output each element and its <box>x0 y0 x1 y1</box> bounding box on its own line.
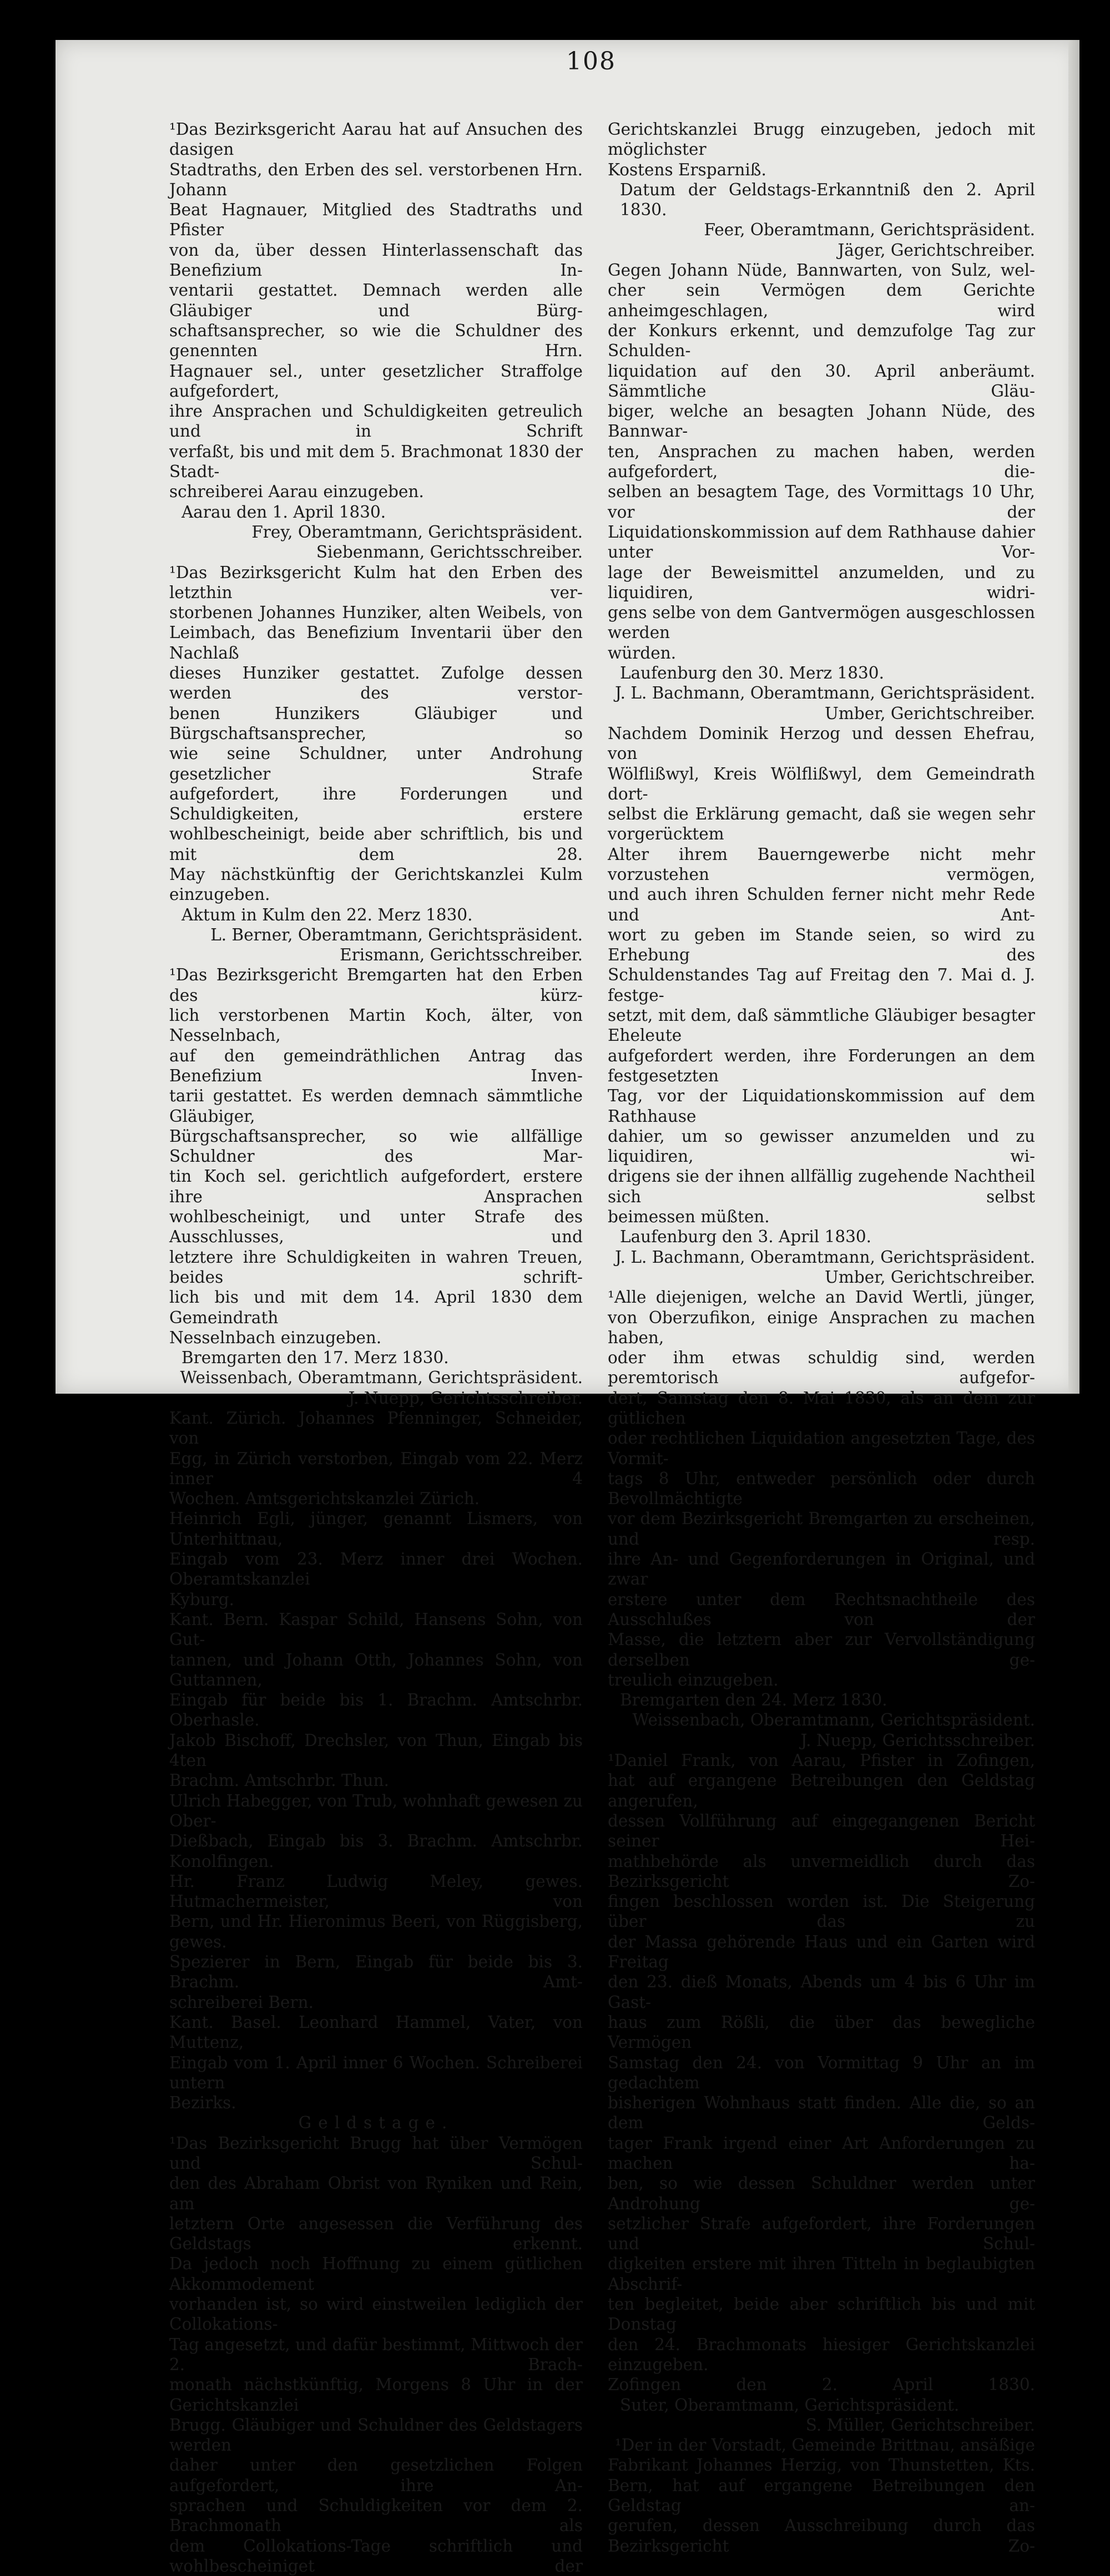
text-line: haus zum Rößli, die über das bewegliche Vermögen <box>608 2012 1035 2052</box>
text-line: hat auf ergangene Betreibungen den Geldstag angerufen, <box>608 1771 1035 1810</box>
text-line: Laufenburg den 30. Merz 1830. <box>620 664 884 683</box>
text-line: gerufen, dessen Ausschreibung durch das Bezirksgericht Zo- <box>608 2516 1035 2555</box>
text-line: schreiberei Aarau einzugeben. <box>169 482 424 502</box>
text-line: Egg, in Zürich verstorben, Eingab vom 22. Merz inner 4 <box>169 1449 583 1488</box>
text-line: Kant. Bern. Kaspar Schild, Hansens Sohn, von Gut- <box>169 1610 583 1649</box>
text-line: Eingab vom 23. Merz inner drei Wochen. Oberamtskanzlei <box>169 1550 583 1589</box>
text-line: Kant. Basel. Leonhard Hammel, Vater, von Muttenz, <box>169 2012 583 2052</box>
text-line: gens selbe von dem Gantvermögen ausgeschlossen werden <box>608 603 1035 642</box>
text-line: Ulrich Habegger, von Trub, wohnhaft gewesen zu Ober- <box>169 1791 583 1830</box>
text-line: Bezirks. <box>169 2093 236 2113</box>
text-line: ihre An- und Gegenforderungen in Original, und zwar <box>608 1550 1035 1589</box>
text-line: ten begleitet, beide aber schriftlich bis und mit Donstag <box>608 2295 1035 2334</box>
text-line: setzlicher Strafe aufgefordert, ihre Forderungen und Schul- <box>608 2214 1035 2254</box>
text-line: ihre Ansprachen und Schuldigkeiten getreulich und in Schrift <box>169 402 583 441</box>
text-line: Kant. Zürich. Johannes Pfenninger, Schneider, von <box>169 1409 583 1448</box>
text-line: Bürgschaftsansprecher, so wie allfällige Schuldner des Mar- <box>169 1126 583 1166</box>
text-line: Wochen. Amtsgerichtskanzlei Zürich. <box>169 1489 480 1509</box>
left-column <box>169 119 583 2576</box>
text-line: ¹Daniel Frank, von Aarau, Pfister in Zofingen, <box>608 1751 1035 1770</box>
text-line: Jakob Bischoff, Drechsler, von Thun, Eingab bis 4ten <box>169 1730 583 1770</box>
text-line: letztern Orte angesessen die Verführung des Geldstags erkennt. <box>169 2214 583 2254</box>
text-line: lich verstorbenen Martin Koch, älter, von Nesselnbach, <box>169 1006 583 1045</box>
text-line: ¹Der in der Vorstadt, Gemeinde Brittnau, ansäßige <box>614 2436 1035 2455</box>
text-line: Heinrich Egli, jünger, genannt Lismers, von Unterhittnau, <box>169 1509 583 1548</box>
text-line: erstere unter dem Rechtsnachtheile des Ausschlußes von der <box>608 1590 1035 1629</box>
text-line: Zofingen den 2. April 1830. <box>608 2375 1035 2395</box>
text-line: dieses Hunziker gestattet. Zufolge dessen werden des verstor- <box>169 664 583 703</box>
text-line: digkeiten erstere mit ihren Titteln in beglaubigten Abschrif- <box>608 2254 1035 2294</box>
text-line: J. Nuepp, Gerichtsschreiber. <box>800 1730 1035 1750</box>
text-line: Jäger, Gerichtschreiber. <box>837 240 1035 260</box>
text-line: wohlbescheinigt, beide aber schriftlich, bis und mit dem 28. <box>169 824 583 864</box>
text-line: bisherigen Wohnhaus statt finden. Alle die, so an dem Gelds- <box>608 2093 1035 2133</box>
text-line: Samstag den 24. von Vormittag 9 Uhr an im gedachtem <box>608 2053 1035 2092</box>
text-line: liquidation auf den 30. April anberäumt. Sämmtliche Gläu- <box>608 361 1035 401</box>
text-line: Geldstage. <box>298 2113 454 2133</box>
text-line: Weissenbach, Oberamtmann, Gerichtspräsident. <box>180 1368 583 1388</box>
text-line: beimessen müßten. <box>608 1207 770 1227</box>
text-line: storbenen Johannes Hunziker, alten Weibels, von <box>169 603 583 623</box>
text-line: Eingab für beide bis 1. Brachm. Amtschrbr. Oberhasle. <box>169 1691 583 1730</box>
right-column <box>608 119 1035 2556</box>
text-line: Dießbach, Eingab bis 3. Brachm. Amtschrbr. Konolfingen. <box>169 1831 583 1871</box>
text-line: tin Koch sel. gerichtlich aufgefordert, erstere ihre Ansprachen <box>169 1167 583 1206</box>
text-line: wort zu geben im Stande seien, so wird zu Erhebung des <box>608 925 1035 965</box>
text-line: tags 8 Uhr, entweder persönlich oder durch Bevollmächtigte <box>608 1469 1035 1509</box>
text-line: tager Frank irgend einer Art Anforderungen zu machen ha- <box>608 2133 1035 2173</box>
text-line: Umber, Gerichtschreiber. <box>825 704 1035 723</box>
text-line: sprachen und Schuldigkeiten vor dem 2. Brachmonath als <box>169 2496 583 2535</box>
text-line: selbst die Erklärung gemacht, daß sie wegen sehr vorgerücktem <box>608 804 1035 844</box>
text-line: monath nächstkünftig, Morgens 8 Uhr in der Gerichtskanzlei <box>169 2375 583 2415</box>
text-line: aufgefordert werden, ihre Forderungen an dem festgesetzten <box>608 1046 1035 1085</box>
text-line: und auch ihren Schulden ferner nicht mehr Rede und Ant- <box>608 885 1035 924</box>
text-line: der Konkurs erkennt, und demzufolge Tag zur Schulden- <box>608 321 1035 361</box>
text-line: Aarau den 1. April 1830. <box>181 502 386 522</box>
text-line: ¹Das Bezirksgericht Brugg hat über Vermögen und Schul- <box>169 2133 583 2173</box>
text-line: Brachm. Amtschrbr. Thun. <box>169 1771 390 1790</box>
text-line: biger, welche an besagten Johann Nüde, des Bannwar- <box>608 402 1035 441</box>
text-line: tarii gestattet. Es werden demnach sämmtliche Gläubiger, <box>169 1086 583 1126</box>
text-line: Hr. Franz Ludwig Meley, gewes. Hutmachermeister, von <box>169 1871 583 1911</box>
text-line: oder rechtlichen Liquidation angesetzten Tage, des Vormit- <box>608 1429 1035 1468</box>
text-line: schreiberei Bern. <box>169 1992 314 2012</box>
text-line: Masse, die letztern aber zur Vervollständigung derselben ge- <box>608 1630 1035 1669</box>
text-line: Datum der Geldstags-Erkanntniß den 2. April 1830. <box>620 180 1035 220</box>
text-line: lich bis und mit dem 14. April 1830 dem Gemeindrath <box>169 1288 583 1327</box>
text-line: aufgefordert, ihre Forderungen und Schuldigkeiten, erstere <box>169 784 583 824</box>
text-line: Stadtraths, den Erben des sel. verstorbenen Hrn. Johann <box>169 160 583 199</box>
text-line: Fabrikant Johannes Herzig, von Thunstetten, Kts. <box>608 2456 1035 2475</box>
text-line: von Oberzufikon, einige Ansprachen zu machen haben, <box>608 1308 1035 1347</box>
page-number: 108 <box>566 47 616 75</box>
text-line: letztere ihre Schuldigkeiten in wahren Treuen, beides schrift- <box>169 1247 583 1287</box>
text-line: dem Collokations-Tage schriftlich und wohlbescheiniget der <box>169 2536 583 2575</box>
text-line: verfaßt, bis und mit dem 5. Brachmonat 1830 der Stadt- <box>169 442 583 482</box>
text-line: vor dem Bezirksgericht Bremgarten zu erscheinen, und resp. <box>608 1509 1035 1548</box>
text-line: treulich einzugeben. <box>608 1670 779 1689</box>
text-line: Brugg. Gläubiger und Schuldner des Geldstagers werden <box>169 2415 583 2455</box>
text-line: von da, über dessen Hinterlassenschaft das Benefizium In- <box>169 240 583 280</box>
text-line: würden. <box>608 643 677 662</box>
text-line: drigens sie der ihnen allfällig zugehende Nachtheil sich selbst <box>608 1167 1035 1206</box>
text-line: dessen Vollführung auf eingegangenen Bericht seiner Hei- <box>608 1811 1035 1851</box>
text-line: S. Müller, Gerichtschreiber. <box>805 2415 1035 2435</box>
text-line: wohlbescheinigt, und unter Strafe des Ausschlusses, und <box>169 1207 583 1247</box>
text-line: Eingab vom 1. April inner 6 Wochen. Schreiberei untern <box>169 2053 583 2092</box>
text-line: Frey, Oberamtmann, Gerichtspräsident. <box>251 522 583 541</box>
text-line: ben, so wie dessen Schuldner werden unter Androhung ge- <box>608 2174 1035 2213</box>
text-line: vorhanden ist, so wird einstweilen lediglich der Collokations- <box>169 2295 583 2334</box>
text-line: wie seine Schuldner, unter Androhung gesetzlicher Strafe <box>169 744 583 783</box>
text-line: dahier, um so gewisser anzumelden und zu liquidiren, wi- <box>608 1126 1035 1166</box>
text-line: ¹Alle diejenigen, welche an David Wertli, jünger, <box>608 1288 1035 1307</box>
text-line: Nachdem Dominik Herzog und dessen Ehefrau, von <box>608 723 1035 763</box>
text-line: dert, Samstag den 8. Mai 1830, als an dem zur gütlichen <box>608 1388 1035 1428</box>
text-line: benen Hunzikers Gläubiger und Bürgschaftsansprecher, so <box>169 704 583 743</box>
text-line: setzt, mit dem, daß sämmtliche Gläubiger besagter Eheleute <box>608 1006 1035 1045</box>
text-line: ventarii gestattet. Demnach werden alle Gläubiger und Bürg- <box>169 281 583 320</box>
text-line: J. Nuepp, Gerichtsschreiber. <box>348 1388 583 1408</box>
text-line: Aktum in Kulm den 22. Merz 1830. <box>181 905 473 924</box>
text-line: oder ihm etwas schuldig sind, werden peremtorisch aufgefor- <box>608 1348 1035 1388</box>
text-line: ¹Das Bezirksgericht Bremgarten hat den Erben des kürz- <box>169 965 583 1005</box>
text-line: Gerichtskanzlei Brugg einzugeben, jedoch mit möglichster <box>608 120 1035 159</box>
text-line: Bremgarten den 17. Merz 1830. <box>181 1348 449 1368</box>
text-line: Bern, und Hr. Hieronimus Beeri, von Rüggisberg, gewes. <box>169 1912 583 1951</box>
text-line: Da jedoch noch Hoffnung zu einem gütlichen Akkommodement <box>169 2254 583 2294</box>
text-line: J. L. Bachmann, Oberamtmann, Gerichtspräsident. <box>615 684 1035 703</box>
text-line: Schuldenstandes Tag auf Freitag den 7. Mai d. J. festge- <box>608 965 1035 1005</box>
text-line: Leimbach, das Benefizium Inventarii über den Nachlaß <box>169 623 583 662</box>
text-line: May nächstkünftig der Gerichtskanzlei Kulm einzugeben. <box>169 864 583 904</box>
text-line: Kyburg. <box>169 1590 235 1609</box>
text-line: Nesselnbach einzugeben. <box>169 1328 382 1347</box>
text-line: J. L. Bachmann, Oberamtmann, Gerichtspräsident. <box>615 1247 1035 1267</box>
text-line: den 24. Brachmonats hiesiger Gerichtskanzlei einzugeben. <box>608 2335 1035 2374</box>
text-line: Wölflißwyl, Kreis Wölflißwyl, dem Gemeindrath dort- <box>608 764 1035 803</box>
text-line: den des Abraham Obrist von Ryniken und Rein, am <box>169 2174 583 2213</box>
text-line: fingen beschlossen worden ist. Die Steigerung über das zu <box>608 1892 1035 1931</box>
text-line: Weissenbach, Oberamtmann, Gerichtspräsident. <box>632 1710 1035 1730</box>
text-line: tannen, und Johann Otth, Johannes Sohn, von Guttannen, <box>169 1650 583 1689</box>
text-line: selben an besagtem Tage, des Vormittags 10 Uhr, vor der <box>608 482 1035 522</box>
text-line: Kostens Ersparniß. <box>608 160 766 179</box>
text-line: schaftsansprecher, so wie die Schuldner des genennten Hrn. <box>169 321 583 361</box>
text-line: Tag angesetzt, und dafür bestimmt, Mittwoch der 2. Brach- <box>169 2335 583 2374</box>
text-line: Feer, Oberamtmann, Gerichtspräsident. <box>704 220 1035 240</box>
text-line: Tag, vor der Liquidationskommission auf dem Rathhause <box>608 1086 1035 1126</box>
text-line: Bern, hat auf ergangene Betreibungen den Geldstag an- <box>608 2476 1035 2516</box>
text-line: ¹Das Bezirksgericht Kulm hat den Erben des letzthin ver- <box>169 563 583 602</box>
text-line: Suter, Oberamtmann, Gerichtspräsident. <box>620 2395 960 2415</box>
text-line: L. Berner, Oberamtmann, Gerichtspräsident. <box>210 925 583 944</box>
text-line: ten, Ansprachen zu machen haben, werden aufgefordert, die- <box>608 442 1035 482</box>
text-line: lage der Beweismittel anzumelden, und zu liquidiren, widri- <box>608 563 1035 602</box>
text-line: ¹Das Bezirksgericht Aarau hat auf Ansuchen des dasigen <box>169 120 583 159</box>
text-line: daher unter den gesetzlichen Folgen aufgefordert, ihre An- <box>169 2456 583 2495</box>
text-line: auf den gemeindräthlichen Antrag das Benefizium Inven- <box>169 1046 583 1085</box>
text-line: Bremgarten den 24. Merz 1830. <box>620 1691 887 1710</box>
page-fold-edge <box>1068 40 1079 1394</box>
text-line: cher sein Vermögen dem Gerichte anheimgeschlagen, wird <box>608 281 1035 320</box>
text-line: Umber, Gerichtschreiber. <box>825 1267 1035 1287</box>
text-line: Erismann, Gerichtsschreiber. <box>340 945 583 965</box>
text-line: Laufenburg den 3. April 1830. <box>620 1227 872 1247</box>
text-line: den 23. dieß Monats, Abends um 4 bis 6 Uhr im Gast- <box>608 1972 1035 2012</box>
text-line: Spezierer in Bern, Eingab für beide bis 3. Brachm. Amt- <box>169 1952 583 1992</box>
text-line: Beat Hagnauer, Mitglied des Stadtraths und Pfister <box>169 200 583 240</box>
text-line: Gegen Johann Nüde, Bannwarten, von Sulz, wel- <box>608 261 1035 280</box>
text-line: der Massa gehörende Haus und ein Garten wird Freitag <box>608 1932 1035 1972</box>
text-line: Alter ihrem Bauerngewerbe nicht mehr vorzustehen vermögen, <box>608 844 1035 884</box>
text-line: Liquidationskommission auf dem Rathhause dahier unter Vor- <box>608 522 1035 562</box>
text-line: Siebenmann, Gerichtsschreiber. <box>316 543 583 562</box>
text-line: Hagnauer sel., unter gesetzlicher Straffolge aufgefordert, <box>169 361 583 401</box>
text-line: mathbehörde als unvermeidlich durch das Bezirksgericht Zo- <box>608 1851 1035 1891</box>
